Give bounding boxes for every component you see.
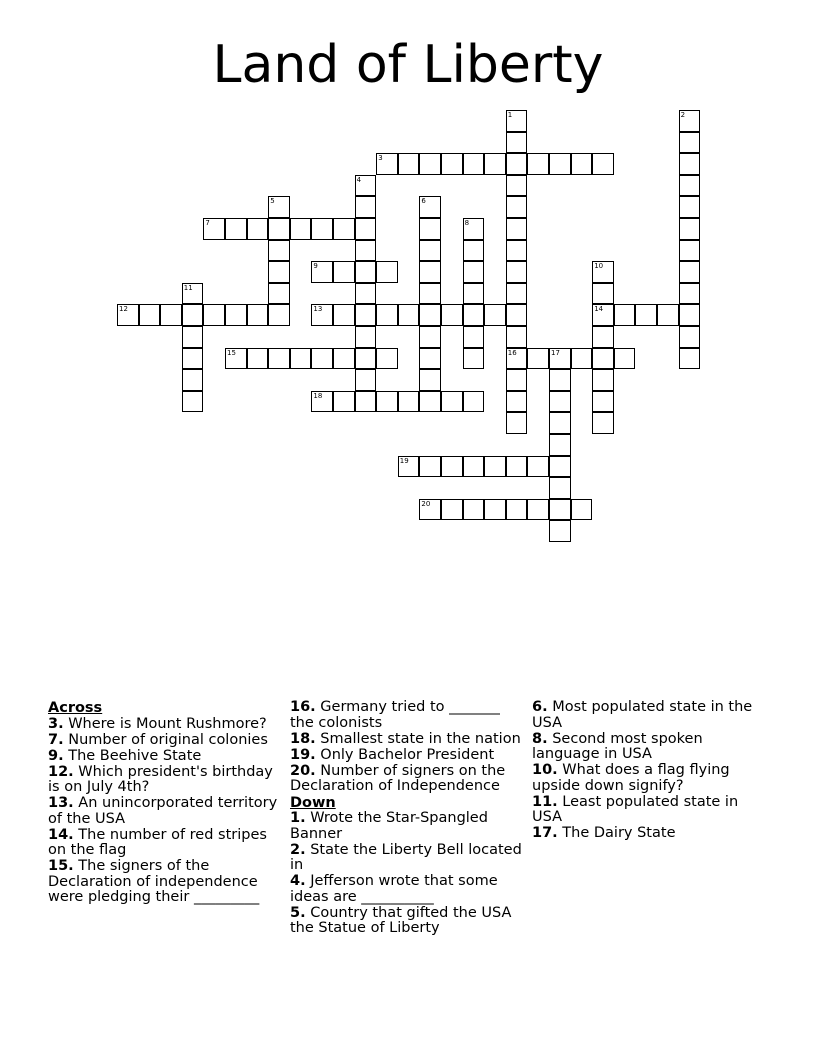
clue-across-12: 12. Which president's birthday is on July 4th? (48, 763, 273, 795)
clue-number: 18 (313, 391, 323, 400)
clue-across-7: 7. Number of original colonies (48, 731, 268, 748)
grid-cell[interactable] (592, 304, 614, 326)
clue-number: 20 (421, 499, 431, 508)
grid-cell[interactable] (376, 391, 398, 413)
clue-number: 6 (421, 197, 426, 206)
clue-number: 17 (551, 348, 560, 357)
grid-cell[interactable] (182, 391, 204, 413)
grid-cell[interactable] (268, 240, 290, 262)
grid-cell[interactable] (419, 283, 441, 305)
grid-cell[interactable] (355, 261, 377, 283)
grid-cell[interactable] (419, 348, 441, 370)
clue-across-19: 19. Only Bachelor President (290, 746, 495, 763)
grid-cell[interactable] (463, 240, 485, 262)
grid-cell[interactable] (657, 304, 679, 326)
grid-cell[interactable] (679, 175, 701, 197)
grid-cell[interactable] (419, 391, 441, 413)
grid-cell[interactable] (225, 304, 247, 326)
clue-across-18: 18. Smallest state in the nation (290, 730, 521, 747)
clue-number: 8 (464, 219, 470, 227)
grid-cell[interactable] (679, 283, 701, 305)
grid-cell[interactable] (463, 283, 485, 305)
clue-number: 14 (594, 305, 604, 314)
grid-cell[interactable] (182, 283, 204, 305)
grid-cell[interactable] (333, 391, 355, 413)
grid-cell[interactable] (182, 326, 204, 348)
grid-cell[interactable] (333, 261, 355, 283)
grid-cell[interactable] (506, 110, 528, 132)
grid-cell[interactable] (398, 304, 420, 326)
grid-cell[interactable] (679, 326, 701, 348)
grid-cell[interactable] (441, 499, 463, 521)
grid-cell[interactable] (506, 348, 528, 370)
grid-cell[interactable] (679, 348, 701, 370)
grid-cell[interactable] (679, 153, 701, 175)
grid-cell[interactable] (182, 369, 204, 391)
grid-cell[interactable] (139, 304, 161, 326)
down-header: Down (290, 794, 336, 811)
grid-cell[interactable] (225, 348, 247, 370)
grid-cell[interactable] (463, 391, 485, 413)
grid-cell[interactable] (527, 348, 549, 370)
grid-cell[interactable] (290, 218, 312, 240)
grid-cell[interactable] (592, 391, 614, 413)
grid-cell[interactable] (311, 391, 333, 413)
clue-number: 13 (313, 305, 323, 314)
grid-cell[interactable] (247, 348, 269, 370)
grid-cell[interactable] (463, 261, 485, 283)
grid-cell[interactable] (203, 304, 225, 326)
grid-cell[interactable] (463, 348, 485, 370)
grid-cell[interactable] (484, 153, 506, 175)
grid-cell[interactable] (355, 196, 377, 218)
clue-down-11: 11. Least populated state in USA (532, 793, 739, 825)
grid-cell[interactable] (506, 218, 528, 240)
clue-across-15: 15. The signers of the Declaration of independence were pledging their _________ (48, 858, 260, 905)
grid-cell[interactable] (549, 153, 571, 175)
clue-number: 15 (227, 348, 236, 357)
grid-cell[interactable] (463, 218, 485, 240)
grid-cell[interactable] (419, 196, 441, 218)
clue-number: 9 (313, 262, 318, 271)
grid-cell[interactable] (679, 218, 701, 240)
grid-cell[interactable] (549, 434, 571, 456)
clue-down-2: 2. State the Liberty Bell located in (290, 841, 522, 873)
grid-cell[interactable] (549, 499, 571, 521)
grid-cell[interactable] (592, 412, 614, 434)
grid-cell[interactable] (463, 499, 485, 521)
grid-cell[interactable] (419, 499, 441, 521)
grid-cell[interactable] (527, 456, 549, 478)
grid-cell[interactable] (484, 456, 506, 478)
grid-cell[interactable] (506, 391, 528, 413)
grid-cell[interactable] (333, 304, 355, 326)
grid-cell[interactable] (549, 369, 571, 391)
grid-cell[interactable] (441, 304, 463, 326)
grid-cell[interactable] (160, 304, 182, 326)
grid-cell[interactable] (225, 218, 247, 240)
grid-cell[interactable] (441, 153, 463, 175)
grid-cell[interactable] (506, 240, 528, 262)
grid-cell[interactable] (506, 326, 528, 348)
grid-cell[interactable] (182, 348, 204, 370)
clue-number: 4 (356, 175, 362, 184)
grid-cell[interactable] (376, 304, 398, 326)
grid-cell[interactable] (419, 218, 441, 240)
grid-cell[interactable] (614, 304, 636, 326)
grid-cell[interactable] (679, 110, 701, 132)
grid-cell[interactable] (117, 304, 139, 326)
grid-cell[interactable] (463, 153, 485, 175)
grid-cell[interactable] (419, 304, 441, 326)
grid-cell[interactable] (268, 196, 290, 218)
clue-number: 5 (270, 197, 275, 206)
grid-cell[interactable] (355, 348, 377, 370)
clue-across-20: 20. Number of signers on the Declaration of Independence (290, 762, 506, 794)
grid-cell[interactable] (506, 261, 528, 283)
grid-cell[interactable] (506, 304, 528, 326)
grid-cell[interactable] (441, 456, 463, 478)
grid-cell[interactable] (355, 218, 377, 240)
grid-cell[interactable] (614, 348, 636, 370)
grid-cell[interactable] (506, 369, 528, 391)
clue-number: 19 (399, 456, 409, 465)
grid-cell[interactable] (290, 348, 312, 370)
grid-cell[interactable] (463, 456, 485, 478)
grid-cell[interactable] (463, 304, 485, 326)
grid-cell[interactable] (376, 348, 398, 370)
grid-cell[interactable] (333, 348, 355, 370)
grid-cell[interactable] (355, 391, 377, 413)
clue-column-3 (532, 700, 764, 842)
grid-cell[interactable] (549, 348, 571, 370)
grid-cell[interactable] (571, 153, 593, 175)
grid-cell[interactable] (679, 304, 701, 326)
grid-cell[interactable] (484, 304, 506, 326)
grid-cell[interactable] (506, 499, 528, 521)
grid-cell[interactable] (182, 304, 204, 326)
grid-cell[interactable] (506, 175, 528, 197)
grid-cell[interactable] (247, 218, 269, 240)
clue-number: 12 (119, 305, 128, 314)
clue-number: 1 (507, 111, 513, 119)
grid-cell[interactable] (376, 153, 398, 175)
grid-cell[interactable] (247, 304, 269, 326)
clue-number: 10 (594, 262, 604, 271)
grid-cell[interactable] (355, 175, 377, 197)
clue-across-9: 9. The Beehive State (48, 747, 202, 764)
clue-down-8: 8. Second most spoken language in USA (532, 730, 703, 762)
grid-cell[interactable] (549, 520, 571, 542)
grid-cell[interactable] (463, 326, 485, 348)
grid-cell[interactable] (571, 348, 593, 370)
grid-cell[interactable] (419, 261, 441, 283)
grid-cell[interactable] (355, 304, 377, 326)
grid-cell[interactable] (592, 283, 614, 305)
clue-down-10: 10. What does a flag flying upside down signify? (532, 762, 730, 794)
grid-cell[interactable] (635, 304, 657, 326)
grid-cell[interactable] (527, 499, 549, 521)
clue-across-13: 13. An unincorporated territory of the USA (48, 795, 278, 827)
grid-cell[interactable] (549, 391, 571, 413)
grid-cell[interactable] (398, 456, 420, 478)
grid-cell[interactable] (268, 261, 290, 283)
clue-across-3: 3. Where is Mount Rushmore? (48, 715, 267, 732)
grid-cell[interactable] (592, 261, 614, 283)
clue-number: 11 (183, 283, 193, 292)
grid-cell[interactable] (203, 218, 225, 240)
clue-column-1 (48, 700, 280, 906)
grid-cell[interactable] (419, 153, 441, 175)
clue-down-6: 6. Most populated state in the USA (532, 699, 753, 731)
clue-down-4: 4. Jefferson wrote that some ideas are __________ (290, 873, 498, 905)
grid-cell[interactable] (527, 153, 549, 175)
grid-cell[interactable] (592, 153, 614, 175)
grid-cell[interactable] (268, 304, 290, 326)
grid-cell[interactable] (679, 196, 701, 218)
grid-cell[interactable] (311, 304, 333, 326)
grid-cell[interactable] (355, 240, 377, 262)
grid-cell[interactable] (506, 456, 528, 478)
grid-cell[interactable] (376, 261, 398, 283)
grid-cell[interactable] (333, 218, 355, 240)
clue-number: 3 (378, 154, 383, 163)
clue-column-2 (290, 700, 522, 937)
grid-cell[interactable] (398, 391, 420, 413)
grid-cell[interactable] (592, 348, 614, 370)
across-header: Across (48, 700, 103, 716)
grid-cell[interactable] (549, 477, 571, 499)
grid-cell[interactable] (592, 369, 614, 391)
grid-cell[interactable] (506, 132, 528, 154)
grid-cell[interactable] (398, 153, 420, 175)
grid-cell[interactable] (441, 391, 463, 413)
clue-across-14: 14. The number of red stripes on the flag (48, 826, 267, 858)
grid-cell[interactable] (506, 153, 528, 175)
grid-cell[interactable] (268, 348, 290, 370)
grid-cell[interactable] (355, 369, 377, 391)
clue-down-5: 5. Country that gifted the USA the Statue of Liberty (290, 904, 512, 936)
puzzle-title: Land of Liberty (212, 35, 604, 95)
grid-cell[interactable] (506, 196, 528, 218)
grid-cell[interactable] (506, 412, 528, 434)
grid-cell[interactable] (506, 283, 528, 305)
clue-number: 7 (205, 219, 210, 227)
grid-cell[interactable] (679, 261, 701, 283)
grid-cell[interactable] (592, 326, 614, 348)
grid-cell[interactable] (549, 412, 571, 434)
clue-number: 16 (507, 348, 517, 357)
grid-cell[interactable] (419, 326, 441, 348)
grid-cell[interactable] (549, 456, 571, 478)
grid-cell[interactable] (419, 240, 441, 262)
grid-cell[interactable] (355, 326, 377, 348)
grid-cell[interactable] (484, 499, 506, 521)
grid-cell[interactable] (311, 348, 333, 370)
grid-cell[interactable] (311, 218, 333, 240)
clue-number: 2 (680, 111, 686, 119)
grid-cell[interactable] (571, 499, 593, 521)
grid-cell[interactable] (679, 132, 701, 154)
clue-across-16: 16. Germany tried to _______ the colonists (290, 699, 500, 731)
clue-down-17: 17. The Dairy State (532, 825, 676, 841)
grid-cell[interactable] (311, 261, 333, 283)
clue-down-1: 1. Wrote the Star-Spangled Banner (290, 810, 488, 842)
grid-cell[interactable] (419, 369, 441, 391)
grid-cell[interactable] (419, 456, 441, 478)
grid-cell[interactable] (355, 283, 377, 305)
grid-cell[interactable] (268, 283, 290, 305)
grid-cell[interactable] (679, 240, 701, 262)
grid-cell[interactable] (268, 218, 290, 240)
